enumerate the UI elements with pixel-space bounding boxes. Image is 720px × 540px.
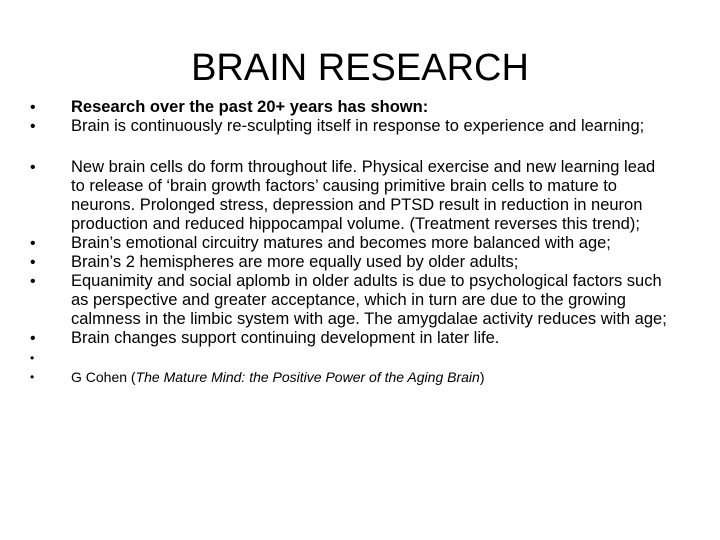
bullet-item bbox=[30, 98, 670, 117]
bullet-list-2 bbox=[30, 158, 670, 387]
bullet-text: Brain’s 2 hemispheres are more equally used by older adults; bbox=[71, 253, 519, 271]
bullet-text: New brain cells do form throughout life. Physical exercise and new learning lead to release of ‘brain growth factors’ causing primitive brain cells to mature to neurons. Prolonged stress, depression and PTSD result in reduction in neuron production and reduced hippocampal volume. (Treatment reverses this trend); bbox=[71, 158, 656, 233]
bullet-item bbox=[30, 329, 670, 348]
bullet-item bbox=[30, 158, 670, 234]
bullet-icon: • bbox=[30, 370, 35, 384]
bullet-item bbox=[30, 234, 670, 253]
bullet-text: Equanimity and social aplomb in older adults is due to psychological factors such as perspective and greater acceptance, which in turn are due to the growing calmness in the limbic system with age. The amygdalae activity reduces with age; bbox=[71, 272, 667, 328]
bullet-list-1 bbox=[30, 98, 670, 136]
bullet-text: Brain is continuously re-sculpting itself in response to experience and learning; bbox=[71, 117, 645, 135]
bullet-icon: • bbox=[30, 159, 36, 176]
bullet-icon: • bbox=[30, 235, 36, 252]
bullet-item bbox=[30, 253, 670, 272]
spacer bbox=[30, 136, 670, 158]
citation-suffix: ) bbox=[479, 369, 485, 385]
empty-bullet-item bbox=[30, 348, 670, 367]
bullet-icon: • bbox=[30, 273, 36, 290]
bullet-text: Brain’s emotional circuitry matures and becomes more balanced with age; bbox=[71, 234, 611, 252]
bullet-icon: • bbox=[30, 118, 36, 135]
bullet-item bbox=[30, 272, 670, 329]
bullet-text: Brain changes support continuing development in later life. bbox=[71, 329, 500, 347]
citation-book-title: The Mature Mind: the Positive Power of the Aging Brain bbox=[135, 369, 480, 385]
slide-title: BRAIN RESEARCH bbox=[191, 47, 529, 89]
citation-item bbox=[30, 367, 670, 387]
citation-prefix: G Cohen ( bbox=[71, 369, 136, 385]
bullet-item bbox=[30, 117, 670, 136]
bullet-icon: • bbox=[30, 99, 36, 116]
bullet-icon: • bbox=[30, 254, 36, 271]
bullet-icon: • bbox=[30, 330, 36, 347]
slide-body bbox=[30, 98, 670, 387]
bullet-icon: • bbox=[30, 351, 35, 365]
bullet-text: Research over the past 20+ years has shown: bbox=[71, 98, 429, 116]
